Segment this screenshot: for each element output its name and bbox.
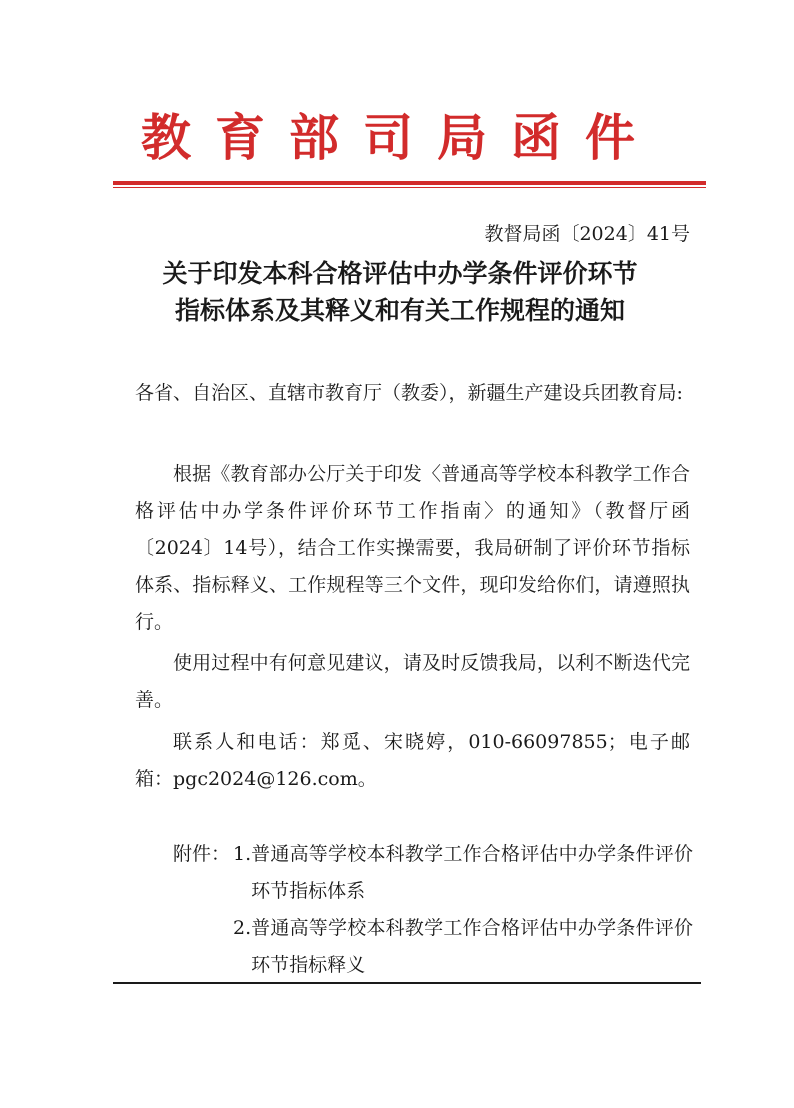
document-number: 教督局函〔2024〕41号 [484, 223, 690, 245]
attachment-row-2 [173, 910, 693, 984]
letterhead-title: 教育部司局函件 [141, 108, 659, 167]
contact-paragraph: 联系人和电话：郑觅、宋晓婷，010-66097855；电子邮箱：pgc2024@126.com。 [135, 731, 690, 790]
attachments-section [173, 836, 693, 984]
body-paragraph-2: 使用过程中有何意见建议，请及时反馈我局，以利不断迭代完善。 [135, 652, 690, 711]
letterhead-red-rule [113, 181, 706, 185]
attachment-number: 1. [233, 843, 252, 865]
document-title-line-1: 关于印发本科合格评估中办学条件评价环节 [162, 259, 638, 288]
attachment-row-1 [173, 836, 693, 910]
attachment-title: 普通高等学校本科教学工作合格评估中办学条件评价环节指标释义 [251, 917, 693, 976]
attachment-item [233, 836, 693, 910]
body-paragraph-1: 根据《教育部办公厅关于印发〈普通高等学校本科教学工作合格评估中办学条件评价环节工作指南〉的通知》（教督厅函〔2024〕14号），结合工作实操需要，我局研制了评价环节指标体系、指标释义、工作规程等三个文件，现印发给你们，请遵照执行。 [135, 463, 690, 633]
attachments-label: 附件： [173, 843, 231, 865]
document-title-line-2: 指标体系及其释义和有关工作规程的通知 [174, 296, 625, 325]
attachment-item [233, 910, 693, 984]
letterhead-red-rule-thin [113, 187, 706, 188]
document-title [100, 255, 700, 329]
attachment-number: 2. [233, 917, 252, 939]
footer-rule [113, 982, 701, 984]
salutation: 各省、自治区、直辖市教育厅（教委），新疆生产建设兵团教育局: [135, 382, 683, 404]
attachment-title: 普通高等学校本科教学工作合格评估中办学条件评价环节指标体系 [251, 843, 693, 902]
